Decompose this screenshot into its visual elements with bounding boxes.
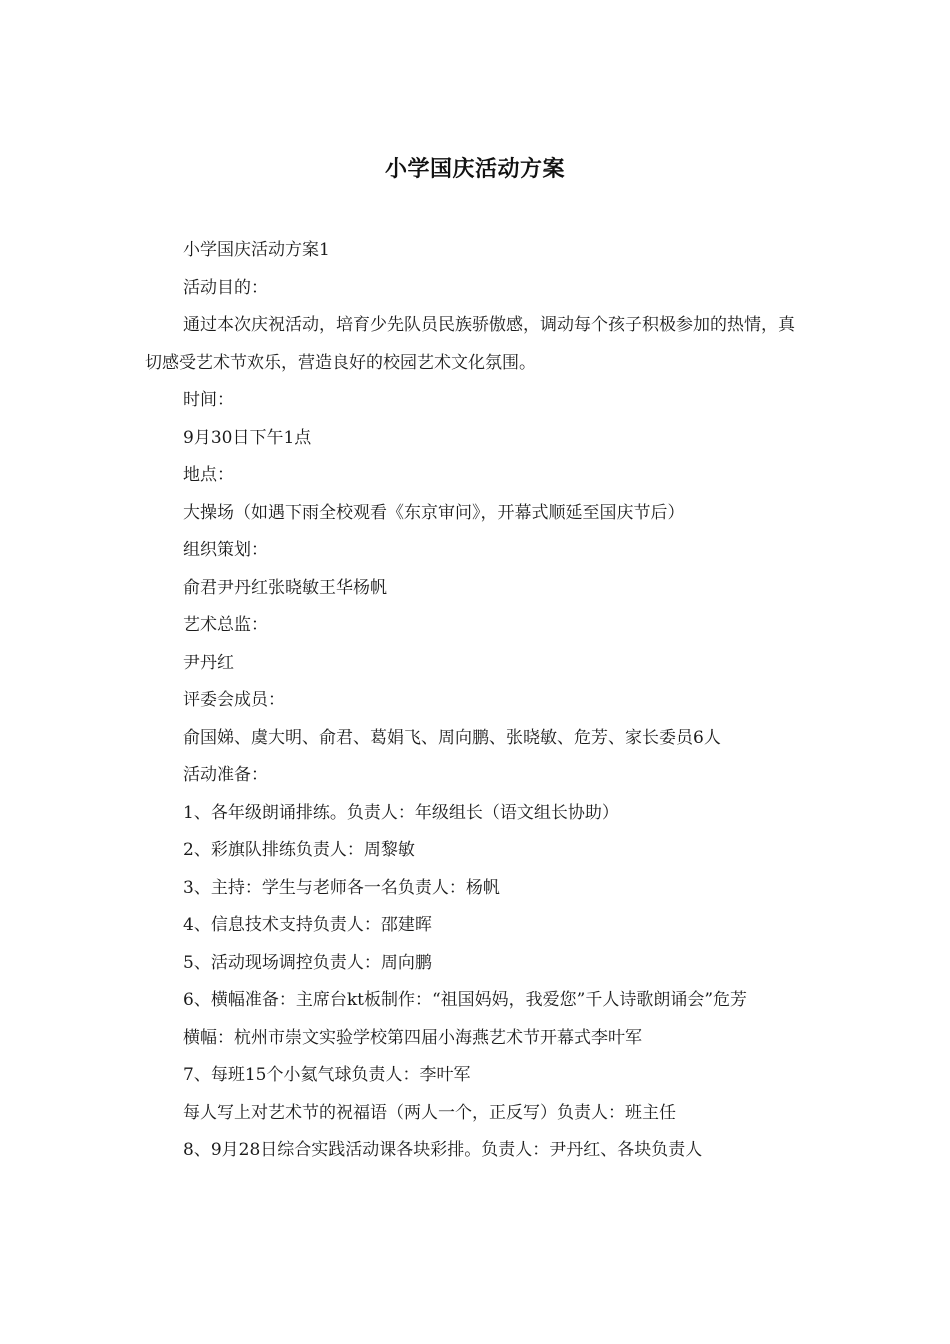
paragraph-prep-item-3: 3、主持：学生与老师各一名负责人：杨帆 (183, 877, 500, 898)
paragraph-art-director: 尹丹红 (183, 652, 234, 673)
paragraph-location-label: 地点： (183, 465, 234, 485)
paragraph-prep-item-7: 7、每班15个小氦气球负责人：李叶军 (183, 1065, 471, 1085)
paragraph-prep-item-1: 1、各年级朗诵排练。负责人：年级组长（语文组长协助） (183, 802, 619, 823)
paragraph-heading: 小学国庆活动方案1 (183, 240, 330, 260)
document-body (145, 232, 800, 1170)
paragraph-purpose-label: 活动目的： (183, 277, 268, 298)
paragraph-judges-label: 评委会成员： (183, 690, 285, 710)
document-title: 小学国庆活动方案 (384, 157, 565, 182)
paragraph-purpose: 通过本次庆祝活动，培育少先队员民族骄傲感，调动每个孩子积极参加的热情，真切感受艺术节欢乐，营造良好的校园艺术文化氛围。 (145, 315, 795, 373)
paragraph-time-label: 时间： (183, 390, 234, 410)
paragraph-time: 9月30日下午1点 (183, 427, 312, 448)
paragraph-judges: 俞国娣、虞大明、俞君、葛娟飞、周向鹏、张晓敏、危芳、家长委员6人 (183, 727, 721, 748)
paragraph-prep-item-4: 4、信息技术支持负责人：邵建晖 (183, 915, 432, 935)
paragraph-banner: 横幅：杭州市崇文实验学校第四届小海燕艺术节开幕式李叶军 (183, 1027, 642, 1048)
paragraph-location: 大操场（如遇下雨全校观看《东京审问》，开幕式顺延至国庆节后） (183, 502, 685, 523)
paragraph-prep-item-5: 5、活动现场调控负责人：周向鹏 (183, 952, 432, 973)
paragraph-art-director-label: 艺术总监： (183, 615, 268, 635)
paragraph-preparation-label: 活动准备： (183, 765, 268, 785)
paragraph-organizer-label: 组织策划： (183, 540, 268, 560)
paragraph-prep-item-8: 8、9月28日综合实践活动课各块彩排。负责人：尹丹红、各块负责人 (183, 1140, 703, 1160)
paragraph-organizers: 俞君尹丹红张晓敏王华杨帆 (183, 577, 387, 598)
paragraph-blessing: 每人写上对艺术节的祝福语（两人一个，正反写）负责人：班主任 (183, 1102, 676, 1123)
paragraph-prep-item-2: 2、彩旗队排练负责人：周黎敏 (183, 840, 415, 860)
paragraph-prep-item-6: 6、横幅准备：主席台kt板制作：“祖国妈妈，我爱您”千人诗歌朗诵会”危芳 (183, 990, 748, 1010)
